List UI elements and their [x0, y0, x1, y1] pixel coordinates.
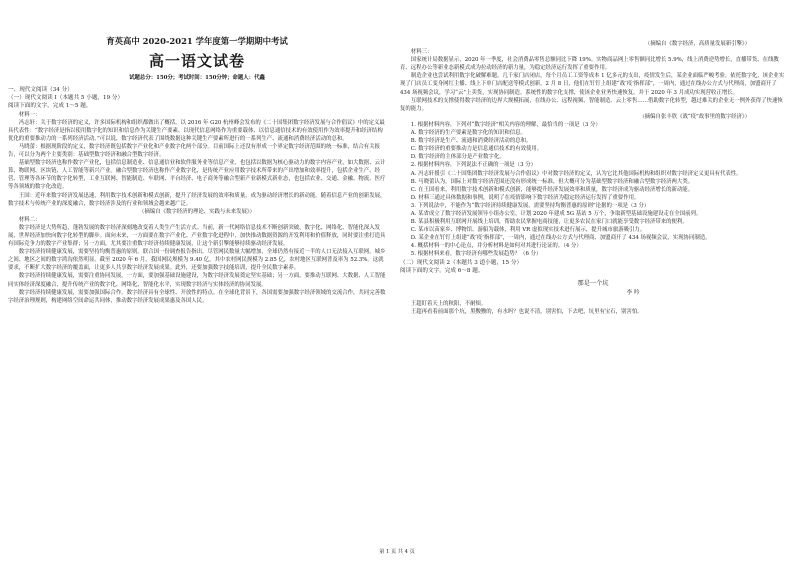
text-paragraph: 3. 下列说法中，不能作为“数字经济持续健康发展，需要坚持均衡普惠的原则”论据的一项是（3 分） — [410, 202, 650, 209]
source-citation: （摘编自张丰欣《战“疫”故事里的数字经济》） — [639, 113, 750, 120]
text-paragraph: 互联网技术的支撑使得数字经济的边界大规模拓展，在线办公、远程视频、智能制造、云上零售……借助数字化转型，越过难关的企业无一例外获得了快速恢复的能力。 — [400, 97, 783, 112]
text-paragraph: 制造企业也尝试利用数字化破解难题。几千家门店闭店，每个月员工工资等成本 1 亿多元的支出，疫情发生后，某企业面临严峻考验。依托数字化，该企业实现了门店员工变身网红主播、线上下单门店配送等模式创新，2 月 8 日，他们在钉钉上组建“战‘疫’指挥部”，一周内，通过在线办公方式与代理商，加盟商开了 434 场视频会议，学习“云”上卖货，实现协同制造。系统性的数字化支撑，使该企业业务快速恢复，并于 2020 年 3 月成功实现营收正增长。 — [400, 73, 785, 96]
section-heading: （二）现代文阅读 2（本题共 3 道小题，15 分） — [400, 259, 523, 266]
text-paragraph: 1. 根据材料内容，下列对“数字经济”相关内容的理解，最恰当的一项是（3 分） — [410, 121, 601, 128]
text-paragraph: D. 数字经济的主体部分是产业数字化。 — [410, 154, 505, 161]
right-column-text — [400, 40, 786, 316]
text-paragraph: 数字经济持续健康发展，需要注重协同发展。一方面，要加强基础设施建设，为数字经济发展奠定坚实基础；另一方面，要推动互联网、大数据、人工智能同实体经济深度融合，提升传统产业的数字化、网络化、智能化水平，实现数字经济与实体经济的协同发展。 — [8, 273, 386, 288]
text-paragraph: D. 材料三通过具体数据和事例，说明了在疫情影响下数字经济为稳定经济运行发挥了重要作用。 — [410, 194, 640, 201]
text-paragraph: 王超盯着天上的秋阳，不耐烦。 — [410, 300, 487, 307]
source-citation: （摘编自《数字经济，高质量发展新引擎》） — [644, 41, 750, 47]
right-column — [400, 40, 786, 316]
text-paragraph: A. 数字经济的生产要素是数字化的知识和信息。 — [410, 130, 526, 137]
text-paragraph: B. 马晓蕾认为，国际上对数字经济范围还没有形成统一标准，但大概可分为基础型数字经济和融合型数字经济两大类。 — [410, 178, 694, 185]
section-heading: （一）现代文阅读 I（本题共 5 小题，19 分） — [8, 95, 124, 102]
text-paragraph: C. 某市以苗家乡、博物馆、游船为载体，利用 VR 虚拟现实技术进行展示，提升城市旅游吸引力。 — [410, 227, 646, 234]
exam-title: 高一语文试卷 — [148, 52, 245, 70]
text-paragraph: 2. 根据材料内容，下列说法不正确的一项是（3 分） — [410, 162, 537, 169]
text-paragraph: B. 某县积极利用互联网开展线上培训，帮助农民掌握电商技能，让更多农民在家门口就能享受数字经济带来的便利。 — [410, 219, 688, 226]
text-paragraph: 5. 根据材料来看，数字经济有哪些发展趋势？（6 分） — [410, 251, 542, 258]
text-paragraph: 基础型数字经济也称作数字产业化，包括信息制造业、信息通信业和软件服务业等信息产业，也包括以数据为核心驱动力的数字内容产业，如大数据、云计算、物联网、区块链、人工智能等新兴产业。融合型数字经济也称作产业数字化，是传统产业应用数字技术所带来的产出增加和效率提升，包括企业生产、经营、管理等各环节的数字化转型，工业互联网、智能制造、车联网、平台经济、电子商务等融合型新产业新模式新业态，也包括农业、交通、金融、物流、医疗等各领域的数字化改造。 — [8, 160, 386, 191]
text-paragraph: D. 某企业在钉钉上组建“战‘疫’指挥部”，一周内，通过在线办公方式与代理商、加盟商开了 434 场视频会议，实现协同制造。 — [410, 235, 711, 242]
exam-meta-info: 试题总分：150分；考试时间：150分钟；命题人：代鑫 — [129, 75, 265, 81]
source-citation: （摘编自《数字经济的理论、实践与未来发展》） — [139, 208, 255, 215]
text-paragraph: 国家统计局数据显示，2020 年一季度，社会消费品零售总额同比下降 19%。实物商品网上零售额同比增长 5.9%，线上消费逆势增长，直播带货、在线教育、远程办公等新业态新模式成为拉动经济的新力量，为稳定经济运行发挥了重要作用。 — [400, 57, 779, 72]
text-paragraph: A. 某省成立了数字经济发展领导小组办公室，计划 2020 年建成 5G 基站 5 万个，争取新型基础设施建设走在全国前列。 — [410, 210, 702, 217]
left-column-text — [8, 86, 386, 305]
left-column — [8, 0, 386, 305]
section-heading: 阅读下面的文字，完成 6～8 题。 — [400, 267, 484, 274]
text-paragraph: 王超再看着前面那个坑，黑黢黢的，有水吗？也说不清，别害怕，下去吧，坑里有宝石，别害怕。 — [410, 309, 643, 316]
section-heading: 阅读下面的文字，完成 1～5 题。 — [8, 103, 92, 110]
school-exam-line: 育英高中 2020-2021 学年度第一学期期中考试 — [106, 36, 288, 46]
text-paragraph: 冯志轩：关于数字经济的定义，许多国际机构和组织都做出了概括，以 2016 年 G20 杭州峰会发布的《二十国集团数字经济发展与合作倡议》中的定义最具代表性：“数字经济是指以使用数字化的知识和信息作为关键生产要素、以现代信息网络作为重要载体、以信息通信技术的有效使用作为效率提升和经济结构优化的重要推动力的一系列经济活动。”可以说，数字经济代表了围绕数据这种关键生产要素所进行的一系列生产、流通和消费经济活动的总和。 — [8, 119, 385, 142]
passage-author: 李 吟 — [626, 289, 640, 296]
text-paragraph: A. 冯志轩援引《二十国集团数字经济发展与合作倡议》中对数字经济的定义，认为它比其他国际机构和组织对数字经济定义更具有代表性。 — [410, 170, 742, 177]
text-paragraph: C. 数字经济的重要推动力是信息通信技术的有效使用。 — [410, 146, 543, 153]
section-heading: 一、现代文阅读（34 分） — [8, 87, 73, 93]
text-paragraph: 4. 概括材料一的中心论点，并分析材料是如何对其进行论证的。（4 分） — [410, 243, 582, 250]
text-paragraph: 王国：近年来数字经济发展迅速，利用数字技术创新和模式创新，提升了经济发展的效率和质量，成为驱动经济增长的新动能。随着信息产业的创新发展，数字技术与传统产业的深度融合，数字经济涉及的行业和领域会越来越广泛。 — [8, 192, 386, 207]
text-paragraph: 材料二： — [18, 216, 41, 223]
text-paragraph: 数字经济是大势所趋，蓬勃发展的数字经济深刻地改变着人类生产生活方式。当前，新一代网络信息技术不断创新突破，数字化、网络化、智能化深入发展，世界经济加快向数字化转型的脚步。面向未来，一方面要在数字产业化、产业数字化进程中，加快推动数据资源的开发利用和价值释放，同时要注重打造具有国际竞争力的数字产业集群；另一方面，尤其要注重数字经济持续健康发展，让这个新引擎能够持续驱动经济发展。 — [8, 224, 386, 248]
text-paragraph: 材料一： — [18, 111, 41, 118]
text-paragraph: 材料三： — [410, 49, 433, 56]
text-paragraph: B. 数字经济是生产、流通和消费经济活动的总和。 — [410, 138, 532, 145]
text-paragraph: C. 在王国看来，利用数字技术创新和模式创新，能够提升经济发展效率和质量，数字经济成为驱动经济增长的新动能。 — [410, 186, 694, 193]
text-paragraph: 数字经济持续健康发展，需要坚持均衡普惠的原则。联合国一份调查报告指出，尽管网民数量大幅增加，全球仍然有接近一半的人口无法接入互联网。城乡之间、地区之间的数字鸿沟依然明显。截至 2020 年 6 月，我国网民规模为 9.40 亿，其中农村网民规模为 2.85 亿，农村地区互联网普及率为 52.3%。这就要求，不断扩大数字经济的覆盖面，让更多人共享数字经济发展成果。此外，还要加强数字技能培训，提升全民数字素养。 — [8, 249, 386, 272]
passage-title: 那是一个坑 — [577, 279, 609, 287]
page-number-footer: 第 1 页 共 4 页 — [379, 549, 415, 555]
text-paragraph: 马晓蕾：根据现阶段的定义，数字经济既包括数字产业化和产业数字化两个部分。目前国际上还没有形成一个界定数字经济范围的统一标准，结合有关报告，可以分为两个主要类别：基础型数字经济和融合型数字经济。 — [8, 143, 380, 159]
text-paragraph: 数字经济持续健康发展，需要加强国际合作。数字经济具有全球性、开放性的特点。在全球化背景下，各国需要加强数字经济领域的交流合作，共同完善数字经济治理规则，构建网络空间命运共同体，推动数字经济发展成果惠及各国人民。 — [8, 289, 386, 304]
